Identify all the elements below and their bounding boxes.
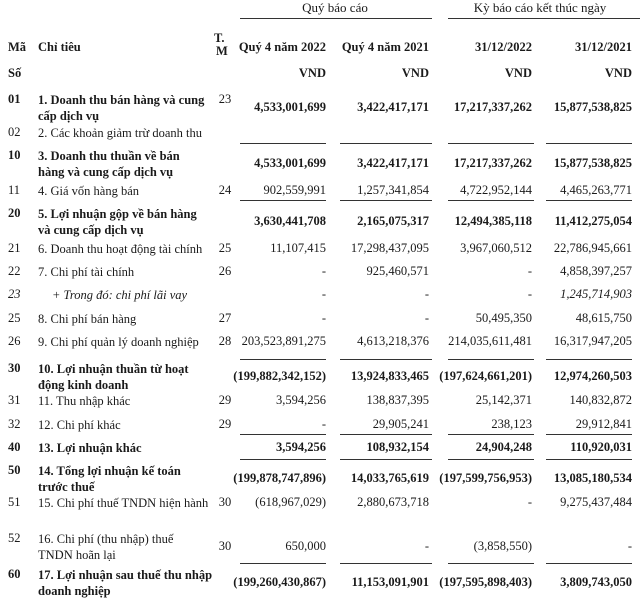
row-code: 31	[8, 393, 21, 407]
row-item-name: 7. Chi phí tài chính	[38, 265, 135, 279]
row-value-y22: 3,967,060,512	[460, 241, 532, 255]
row-item-name: 17. Lợi nhuận sau thuế thu nhập	[38, 568, 213, 582]
row-value-q22: 3,630,441,708	[254, 214, 326, 228]
row-note: 27	[218, 311, 232, 325]
row-value-y21: 15,877,538,825	[553, 100, 632, 114]
row-code: 51	[8, 495, 21, 509]
row-code: 23	[8, 287, 21, 301]
row-value-y22: (197,624,661,201)	[439, 369, 532, 383]
row-value-y21: 22,786,945,661	[553, 241, 632, 255]
row-note: 30	[218, 539, 232, 553]
subtotal-rule	[240, 563, 326, 564]
row-value-q21: 13,924,833,465	[350, 369, 429, 383]
row-value-y21: 15,877,538,825	[553, 156, 632, 170]
group-quarterly-report: Quý báo cáo	[302, 0, 368, 15]
row-code: 21	[8, 241, 21, 255]
subtotal-rule	[448, 143, 534, 144]
subtotal-rule	[546, 459, 632, 460]
row-value-q22: 203,523,891,275	[241, 334, 326, 348]
row-value-y21: 140,832,872	[569, 393, 632, 407]
row-note: 29	[218, 417, 232, 431]
row-item-name: 14. Tổng lợi nhuận kế toán	[38, 464, 181, 478]
col-code-header-2: Số	[8, 66, 22, 80]
row-note: 26	[218, 264, 232, 278]
row-value-y21: -	[627, 539, 632, 553]
row-value-q21: 11,153,091,901	[351, 575, 429, 589]
row-item-name: 2. Các khoản giảm trừ doanh thu	[38, 126, 203, 140]
row-value-q21: -	[424, 287, 429, 301]
row-value-q21: 925,460,571	[366, 264, 429, 278]
subtotal-rule	[546, 143, 632, 144]
row-value-y21: 11,412,275,054	[554, 214, 632, 228]
row-value-q22: 3,594,256	[276, 393, 326, 407]
subtotal-rule	[340, 200, 432, 201]
row-note: 24	[218, 183, 232, 197]
header-divider-quarter	[240, 18, 432, 19]
row-value-y21: 48,615,750	[575, 311, 632, 325]
row-code: 52	[8, 531, 21, 545]
row-item-name: hàng và cung cấp dịch vụ	[38, 165, 174, 179]
row-code: 40	[8, 440, 21, 454]
row-value-q22: 650,000	[285, 539, 326, 553]
subtotal-rule	[546, 359, 632, 360]
row-value-q21: 3,422,417,171	[357, 156, 429, 170]
header-divider-period	[448, 18, 640, 19]
col-q4-2022-header: Quý 4 năm 2022	[238, 40, 326, 54]
subtotal-rule	[240, 459, 326, 460]
subtotal-rule	[240, 359, 326, 360]
row-note: 30	[218, 495, 232, 509]
currency-2021: VND	[604, 66, 632, 80]
row-value-y22: 24,904,248	[475, 440, 532, 454]
row-item-name: + Trong đó: chi phí lãi vay	[52, 288, 188, 302]
row-value-q21: 108,932,154	[366, 440, 429, 454]
row-value-q22: 902,559,991	[263, 183, 326, 197]
row-value-y21: 1,245,714,903	[560, 287, 632, 301]
row-value-y22: 50,495,350	[475, 311, 532, 325]
row-code: 02	[8, 125, 21, 139]
row-value-y21: 3,809,743,050	[560, 575, 632, 589]
row-value-y22: 238,123	[491, 417, 532, 431]
row-value-q22: 3,594,256	[276, 440, 326, 454]
col-item-header: Chỉ tiêu	[38, 40, 81, 54]
subtotal-rule	[340, 563, 432, 564]
currency-q4-2021: VND	[401, 66, 429, 80]
row-note: 29	[218, 393, 232, 407]
row-value-q22: -	[321, 264, 326, 278]
row-value-q21: 1,257,341,854	[357, 183, 429, 197]
row-value-y22: -	[527, 264, 532, 278]
row-value-y21: 12,974,260,503	[553, 369, 632, 383]
row-note: 28	[218, 334, 232, 348]
row-item-name: 15. Chi phí thuế TNDN hiện hành	[38, 496, 209, 510]
row-value-y22: -	[527, 287, 532, 301]
row-item-name: cấp dịch vụ	[38, 109, 100, 123]
row-item-name: doanh nghiệp	[38, 584, 111, 598]
row-item-name: 13. Lợi nhuận khác	[38, 441, 142, 455]
currency-2022: VND	[504, 66, 532, 80]
currency-q4-2022: VND	[298, 66, 326, 80]
row-value-q22: -	[321, 311, 326, 325]
row-value-q22: 11,107,415	[270, 241, 326, 255]
subtotal-rule	[340, 359, 432, 360]
row-item-name: TNDN hoãn lại	[38, 548, 116, 562]
row-note: 25	[218, 241, 232, 255]
col-2021-header: 31/12/2021	[575, 40, 632, 54]
row-value-y22: (197,595,898,403)	[439, 575, 532, 589]
row-value-y22: 214,035,611,481	[448, 334, 532, 348]
row-value-q21: 14,033,765,619	[350, 471, 429, 485]
row-value-q22: -	[321, 287, 326, 301]
row-item-name: 11. Thu nhập khác	[38, 394, 131, 408]
col-note-header: T.	[214, 31, 225, 45]
row-value-q22: (618,967,029)	[255, 495, 326, 509]
row-value-y21: 110,920,031	[570, 440, 632, 454]
subtotal-rule	[448, 359, 534, 360]
subtotal-rule	[240, 200, 326, 201]
row-item-name: động kinh doanh	[38, 378, 129, 392]
col-code-header: Mã	[8, 40, 27, 54]
row-code: 25	[8, 311, 21, 325]
row-value-y21: 4,465,263,771	[560, 183, 632, 197]
row-value-q21: 17,298,437,095	[350, 241, 429, 255]
row-item-name: 16. Chi phí (thu nhập) thuế	[38, 532, 174, 546]
row-value-y22: 12,494,385,118	[454, 214, 532, 228]
subtotal-rule	[240, 434, 326, 435]
row-code: 30	[8, 361, 21, 375]
row-value-q21: -	[424, 311, 429, 325]
row-code: 32	[8, 417, 21, 431]
row-value-y22: 25,142,371	[475, 393, 532, 407]
row-code: 01	[8, 92, 21, 106]
subtotal-rule	[340, 459, 432, 460]
row-code: 10	[8, 148, 21, 162]
row-value-q22: (199,878,747,896)	[233, 471, 326, 485]
row-value-q22: (199,260,430,867)	[233, 575, 326, 589]
row-value-q22: 4,533,001,699	[254, 100, 326, 114]
row-item-name: 3. Doanh thu thuần về bán	[38, 149, 180, 163]
row-item-name: 6. Doanh thu hoạt động tài chính	[38, 242, 203, 256]
row-item-name: 10. Lợi nhuận thuần từ hoạt	[38, 362, 189, 376]
row-item-name: 1. Doanh thu bán hàng và cung	[38, 93, 205, 107]
subtotal-rule	[546, 563, 632, 564]
row-item-name: 4. Giá vốn hàng bán	[38, 184, 140, 198]
row-value-q22: (199,882,342,152)	[233, 369, 326, 383]
col-note-header-2: M	[216, 44, 228, 58]
col-2022-header: 31/12/2022	[475, 40, 532, 54]
row-value-y21: 13,085,180,534	[553, 471, 632, 485]
row-value-y22: 17,217,337,262	[453, 156, 532, 170]
subtotal-rule	[340, 434, 432, 435]
group-period-ended: Kỳ báo cáo kết thúc ngày	[473, 0, 607, 15]
subtotal-rule	[448, 563, 534, 564]
row-value-q21: 29,905,241	[372, 417, 429, 431]
row-item-name: 5. Lợi nhuận gộp về bán hàng	[38, 207, 197, 221]
row-value-y22: -	[527, 495, 532, 509]
row-value-q21: 2,880,673,718	[357, 495, 429, 509]
row-value-q21: 4,613,218,376	[357, 334, 429, 348]
row-code: 20	[8, 206, 21, 220]
row-value-q22: -	[321, 417, 326, 431]
row-value-y21: 4,858,397,257	[560, 264, 632, 278]
row-value-q21: 2,165,075,317	[357, 214, 429, 228]
row-value-y21: 29,912,841	[575, 417, 632, 431]
row-item-name: 12. Chi phí khác	[38, 418, 121, 432]
row-code: 60	[8, 567, 21, 581]
row-value-q21: -	[424, 539, 429, 553]
row-value-y22: (3,858,550)	[473, 539, 532, 553]
row-item-name: 9. Chi phí quản lý doanh nghiệp	[38, 335, 199, 349]
row-item-name: 8. Chi phí bán hàng	[38, 312, 137, 326]
row-item-name: trước thuế	[38, 480, 95, 494]
row-value-q21: 138,837,395	[366, 393, 429, 407]
row-value-y22: (197,599,756,953)	[439, 471, 532, 485]
row-value-q22: 4,533,001,699	[254, 156, 326, 170]
row-value-y21: 16,317,947,205	[553, 334, 632, 348]
subtotal-rule	[240, 143, 326, 144]
row-code: 11	[8, 183, 21, 197]
row-value-y22: 17,217,337,262	[453, 100, 532, 114]
col-q4-2021-header: Quý 4 năm 2021	[341, 40, 429, 54]
row-item-name: và cung cấp dịch vụ	[38, 223, 144, 237]
row-code: 50	[8, 463, 21, 477]
subtotal-rule	[448, 459, 534, 460]
subtotal-rule	[546, 200, 632, 201]
subtotal-rule	[448, 200, 534, 201]
subtotal-rule	[546, 434, 632, 435]
subtotal-rule	[448, 434, 534, 435]
row-code: 22	[8, 264, 21, 278]
row-value-y21: 9,275,437,484	[560, 495, 632, 509]
row-value-q21: 3,422,417,171	[357, 100, 429, 114]
subtotal-rule	[340, 143, 432, 144]
row-value-y22: 4,722,952,144	[460, 183, 532, 197]
row-note: 23	[218, 92, 232, 106]
row-code: 26	[8, 334, 21, 348]
